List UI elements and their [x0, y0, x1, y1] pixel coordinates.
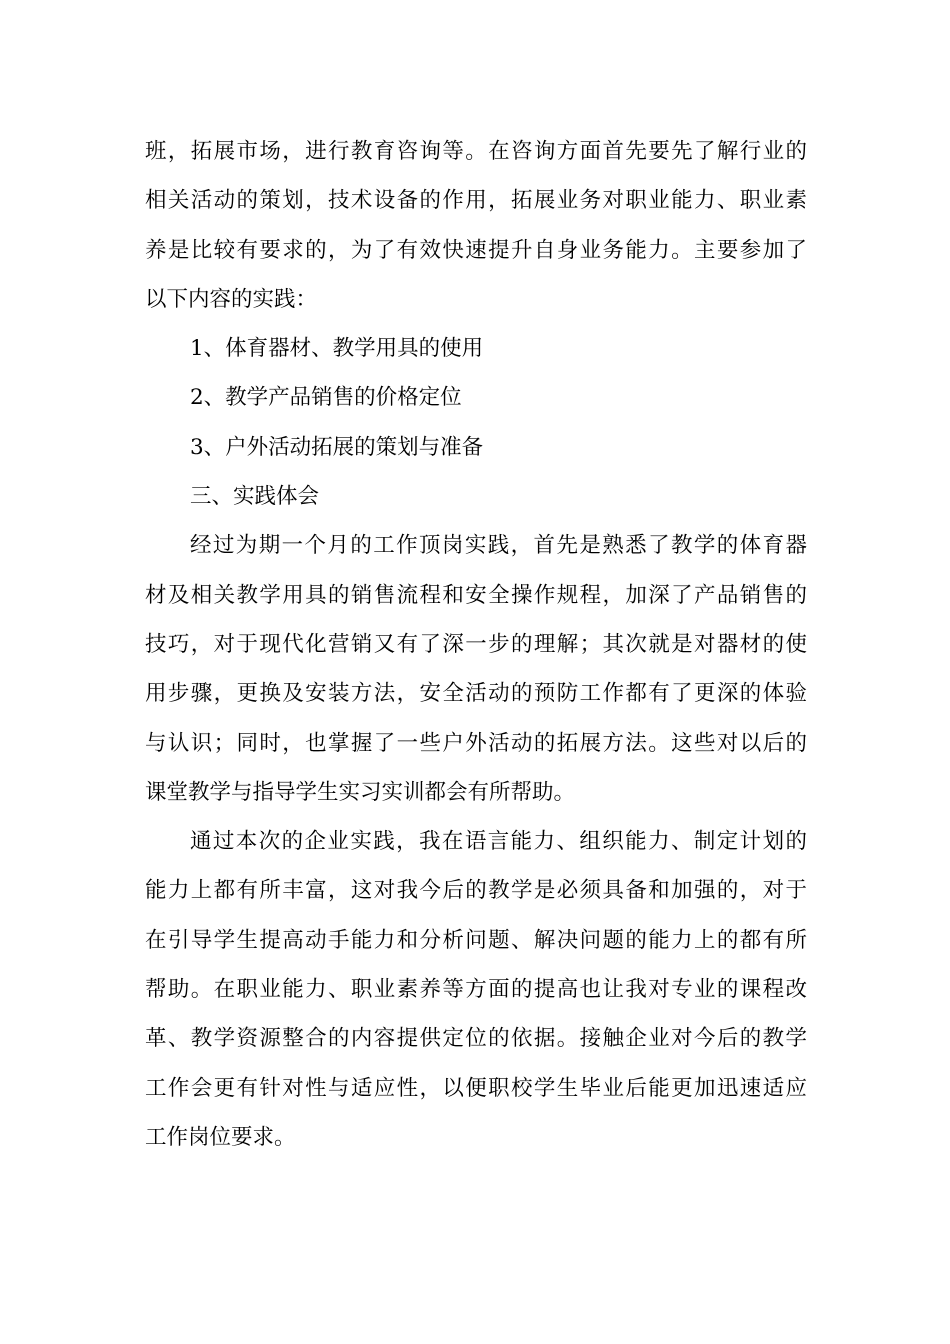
paragraph-line: 以下内容的实践：	[145, 286, 318, 312]
paragraph-line: 能力上都有所丰富，这对我今后的教学是必须具备和加强的，对于	[145, 878, 807, 904]
paragraph-line: 革、教学资源整合的内容提供定位的依据。接触企业对今后的教学	[145, 1026, 807, 1052]
paragraph-line: 课堂教学与指导学生实习实训都会有所帮助。	[145, 779, 576, 805]
paragraph-line: 与认识；同时，也掌握了一些户外活动的拓展方法。这些对以后的	[145, 730, 807, 756]
list-item: 3、户外活动拓展的策划与准备	[190, 434, 484, 460]
document-body	[145, 127, 807, 1162]
paragraph-line: 班，拓展市场，进行教育咨询等。在咨询方面首先要先了解行业的	[145, 139, 807, 164]
list-item: 2、教学产品销售的价格定位	[190, 385, 462, 411]
paragraph-enterprise-practice	[145, 817, 807, 1162]
list-item: 1、体育器材、教学用具的使用	[190, 336, 484, 362]
paragraph-line: 工作岗位要求。	[145, 1124, 296, 1150]
paragraph-line: 经过为期一个月的工作顶岗实践，首先是熟悉了教学的体育器	[190, 533, 807, 559]
practice-content-list	[145, 324, 807, 472]
paragraph-line: 在引导学生提高动手能力和分析问题、解决问题的能力上的都有所	[145, 927, 807, 953]
paragraph-practice-intro	[145, 127, 807, 324]
paragraph-line: 工作会更有针对性与适应性，以便职校学生毕业后能更加迅速适应	[145, 1075, 807, 1101]
paragraph-line: 技巧，对于现代化营销又有了深一步的理解；其次就是对器材的使	[145, 631, 807, 657]
paragraph-line: 用步骤，更换及安装方法，安全活动的预防工作都有了更深的体验	[145, 681, 807, 707]
paragraph-line: 材及相关教学用具的销售流程和安全操作规程，加深了产品销售的	[145, 582, 807, 608]
paragraph-line: 通过本次的企业实践，我在语言能力、组织能力、制定计划的	[190, 829, 807, 855]
paragraph-practice-experience	[145, 521, 807, 817]
paragraph-line: 养是比较有要求的，为了有效快速提升自身业务能力。主要参加了	[145, 237, 807, 263]
section-heading: 三、实践体会	[190, 484, 320, 510]
paragraph-line: 相关活动的策划，技术设备的作用，拓展业务对职业能力、职业素	[145, 188, 807, 214]
paragraph-line: 帮助。在职业能力、职业素养等方面的提高也让我对专业的课程改	[145, 977, 807, 1003]
